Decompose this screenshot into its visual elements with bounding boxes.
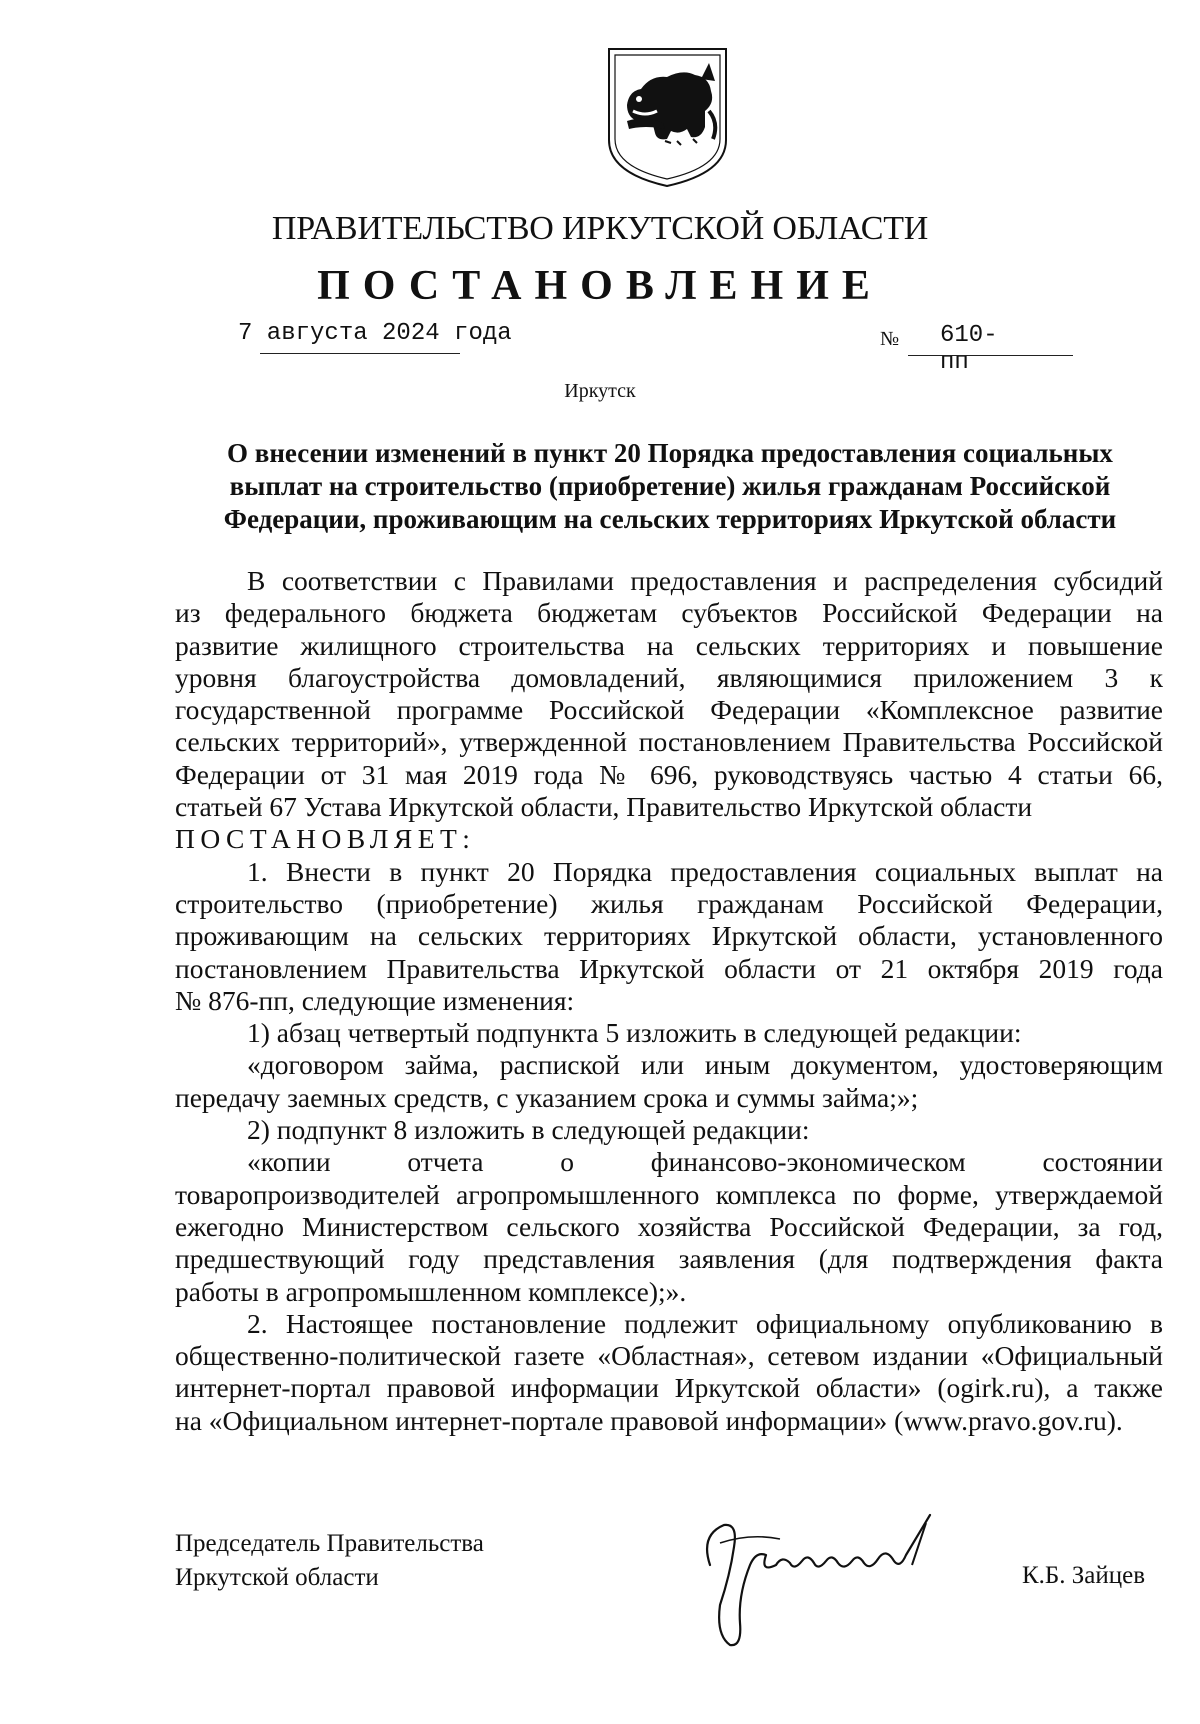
body-line: сельских территорий», утвержденной постановлением Правительства Российской xyxy=(175,726,1163,758)
document-title xyxy=(170,437,1170,536)
body-line: ежегодно Министерством сельского хозяйства Российской Федерации, за год, xyxy=(175,1210,1163,1242)
body-line: общественно-политической газете «Областная», сетевом издании «Официальный xyxy=(175,1340,1163,1372)
title-line: О внесении изменений в пункт 20 Порядка предоставления социальных xyxy=(227,438,1113,468)
document-type: ПОСТАНОВЛЕНИЕ xyxy=(317,263,883,309)
body-line: развитие жилищного строительства на сельских территориях и повышение xyxy=(175,629,1163,661)
title-line: выплат на строительство (приобретение) жилья гражданам Российской xyxy=(229,471,1111,501)
body-line: строительство (приобретение) жилья гражданам Российской Федерации, xyxy=(175,887,1163,919)
body-line: статьей 67 Устава Иркутской области, Правительство Иркутской области xyxy=(175,791,1033,823)
body-line: проживающим на сельских территориях Иркутской области, установленного xyxy=(175,920,1163,952)
body-line: из федерального бюджета бюджетам субъектов Российской Федерации на xyxy=(175,597,1163,629)
document-number: 610-пп xyxy=(940,322,998,376)
body-line: государственной программе Российской Федерации «Комплексное развитие xyxy=(175,694,1163,726)
body-line: уровня благоустройства домовладений, являющимися приложением 3 к xyxy=(175,661,1163,693)
body-line: товаропроизводителей агропромышленного комплекса по форме, утверждаемой xyxy=(175,1178,1163,1210)
position-line: Иркутской области xyxy=(175,1564,379,1591)
body-line: постановлением Правительства Иркутской области от 21 октября 2019 года xyxy=(175,952,1163,984)
body-line: на «Официальном интернет-портале правовой информации» (www.pravo.gov.ru). xyxy=(175,1404,1123,1436)
body-line: 2) подпункт 8 изложить в следующей редакции: xyxy=(247,1114,810,1146)
body-line: № 876-пп, следующие изменения: xyxy=(175,984,575,1016)
resolves-heading: ПОСТАНОВЛЯЕТ: xyxy=(175,823,476,855)
title-line: Федерации, проживающим на сельских территориях Иркутской области xyxy=(223,504,1117,534)
date-underline xyxy=(260,353,460,354)
signer-name: К.Б. Зайцев xyxy=(1022,1562,1146,1589)
body-line: 2. Настоящее постановление подлежит официальному опубликованию в xyxy=(247,1307,1163,1339)
document-date: 7 августа 2024 года xyxy=(238,320,512,347)
organization-name: ПРАВИТЕЛЬСТВО ИРКУТСКОЙ ОБЛАСТИ xyxy=(271,210,929,247)
body-line: работы в агропромышленном комплексе);». xyxy=(175,1275,687,1307)
document-date-field xyxy=(238,320,512,347)
body-line: предшествующий году представления заявления (для подтверждения факта xyxy=(175,1243,1163,1275)
body-line: «договором займа, распиской или иным документом, удостоверяющим xyxy=(247,1049,1163,1081)
body-line: передачу заемных средств, с указанием срока и суммы займа;»; xyxy=(175,1081,919,1113)
body-line: 1) абзац четвертый подпункта 5 изложить в следующей редакции: xyxy=(247,1017,1022,1049)
city-name: Иркутск xyxy=(564,380,636,402)
body-line: В соответствии с Правилами предоставления и распределения субсидий xyxy=(247,565,1163,596)
signatory-position xyxy=(175,1527,484,1595)
coat-of-arms-icon xyxy=(605,45,730,190)
number-underline xyxy=(908,355,1073,356)
body-line: 1. Внести в пункт 20 Порядка предоставления социальных выплат на xyxy=(247,855,1163,887)
document-body xyxy=(175,565,1163,1437)
body-line: интернет-портал правовой информации Иркутской области» (ogirk.ru), а также xyxy=(175,1372,1163,1404)
body-line: Федерации от 31 мая 2019 года № 696, руководствуясь частью 4 статьи 66, xyxy=(175,758,1163,790)
position-line: Председатель Правительства xyxy=(175,1530,484,1557)
body-line: «копии отчета о финансово-экономическом состоянии xyxy=(247,1146,1163,1178)
handwritten-signature-icon xyxy=(690,1495,950,1655)
number-sign: № xyxy=(880,328,900,350)
